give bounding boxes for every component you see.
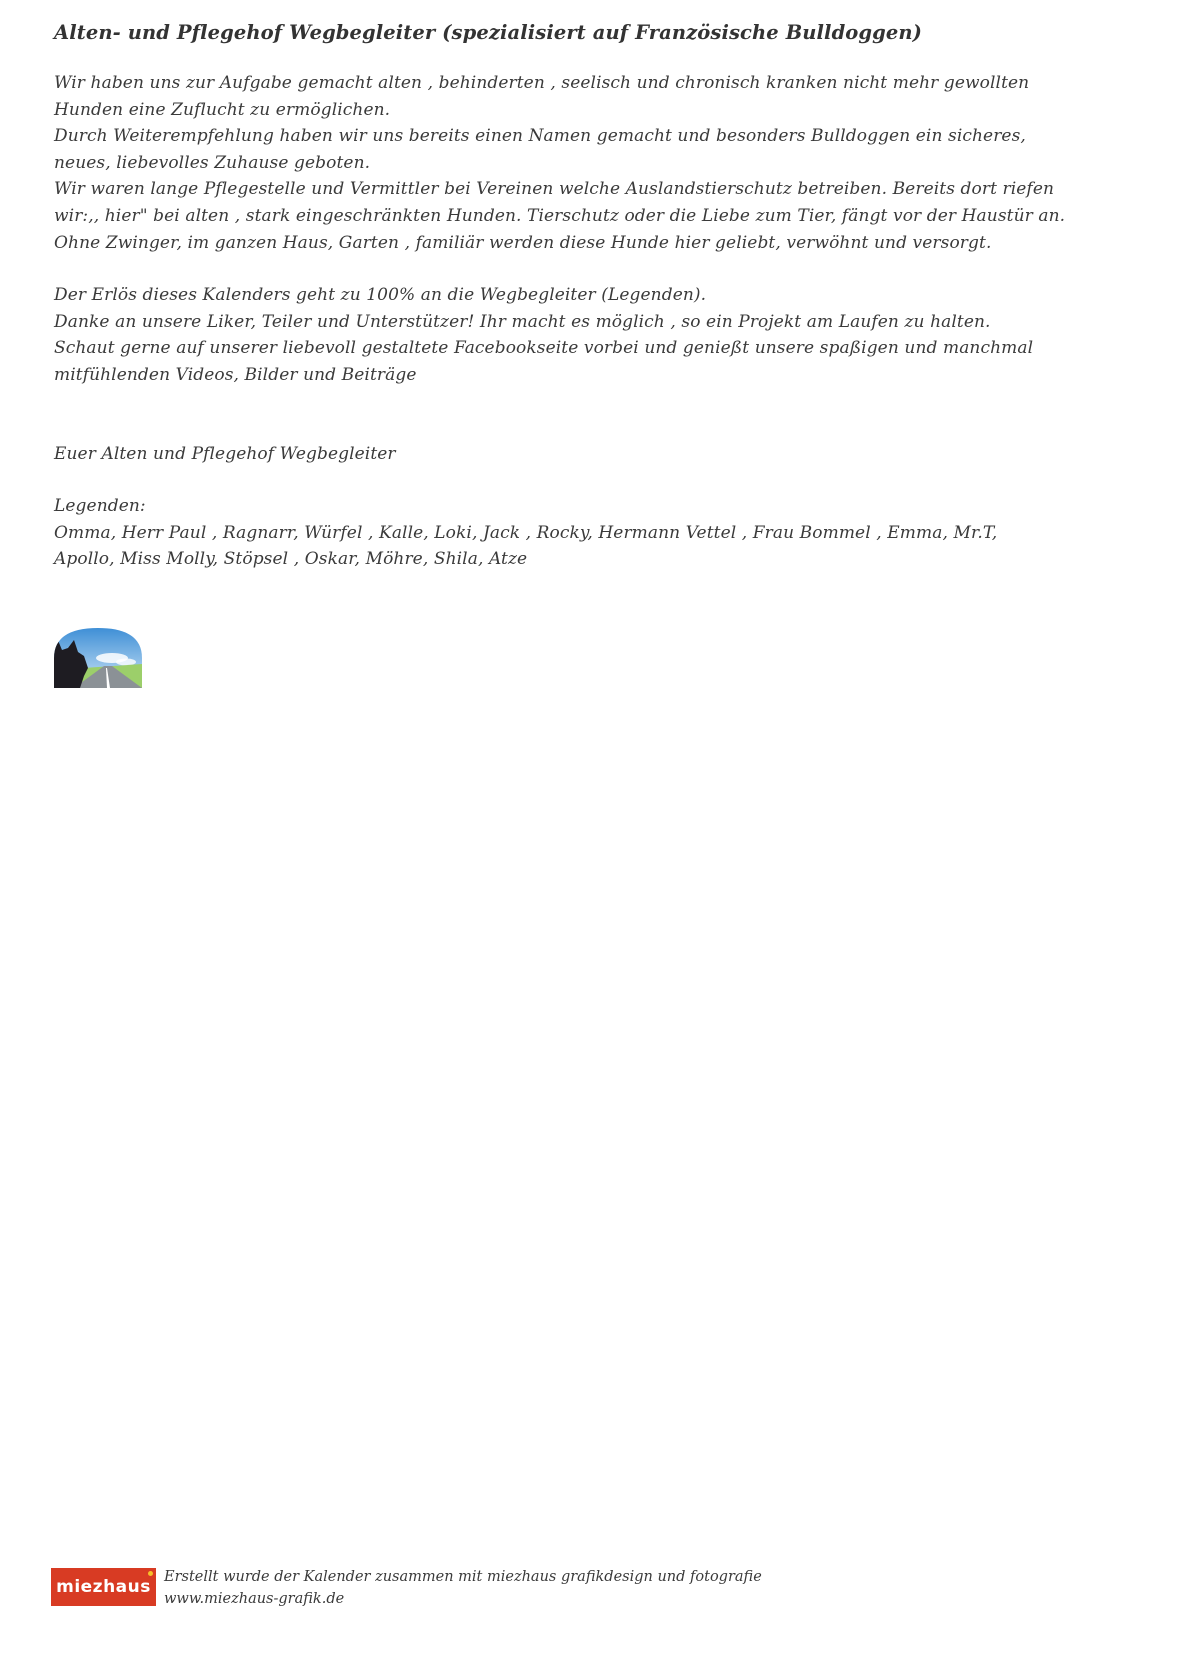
website-link[interactable]: www.miezhaus-grafik.de [164,1591,345,1607]
proceeds-paragraph [54,282,1144,388]
signature: Euer Alten und Pflegehof Wegbegleiter [54,443,396,464]
footer-credits [164,1566,762,1610]
intro-line: neues, liebevolles Zuhause geboten. [54,152,371,173]
logo-dot-icon [148,1571,153,1576]
intro-line: Ohne Zwinger, im ganzen Haus, Garten , familiär werden diese Hunde hier geliebt, verwöhnt und versorgt. [54,232,992,253]
document-body [54,18,1144,573]
intro-line: wir:,, hier" bei alten , stark eingeschränkten Hunden. Tierschutz oder die Liebe zum Tier, fängt vor der Haustür an. [54,205,1066,226]
footer [51,1568,951,1612]
intro-line: Durch Weiterempfehlung haben wir uns bereits einen Namen gemacht und besonders Bulldoggen ein sicheres, [54,126,1026,147]
intro-line: Wir haben uns zur Aufgabe gemacht alten , behinderten , seelisch und chronisch kranken nicht mehr gewollten [54,73,1030,93]
credit-line: Erstellt wurde der Kalender zusammen mit miezhaus grafikdesign und fotografie [164,1569,762,1585]
miezhaus-logo [51,1568,156,1606]
intro-line: Hunden eine Zuflucht zu ermöglichen. [54,99,391,120]
intro-paragraph [54,70,1144,256]
intro-line: Wir waren lange Pflegestelle und Vermittler bei Vereinen welche Auslandstierschutz betreiben. Bereits dort riefen [54,179,1055,200]
document-title: Alten- und Pflegehof Wegbegleiter (spezialisiert auf Französische Bulldoggen) [54,21,922,44]
proceeds-line: Schaut gerne auf unserer liebevoll gestaltete Facebookseite vorbei und genießt unsere spaßigen und manchmal [54,338,1034,359]
brand-name: miezhaus [56,1577,151,1597]
proceeds-line: Danke an unsere Liker, Teiler und Unterstützer! Ihr macht es möglich , so ein Projekt am Laufen zu halten. [54,311,991,332]
proceeds-line: Der Erlös dieses Kalenders geht zu 100% an die Wegbegleiter (Legenden). [54,285,707,306]
bulldog-road-logo-icon [54,628,142,688]
legends-label: Legenden: [54,496,146,517]
legends-names [54,520,1144,573]
proceeds-line: mitfühlenden Videos, Bilder und Beiträge [54,364,417,385]
legends-line: Apollo, Miss Molly, Stöpsel , Oskar, Möhre, Shila, Atze [54,549,528,570]
legends-line: Omma, Herr Paul , Ragnarr, Würfel , Kalle, Loki, Jack , Rocky, Hermann Vettel , Frau Bommel , Emma, Mr.T, [54,522,998,543]
